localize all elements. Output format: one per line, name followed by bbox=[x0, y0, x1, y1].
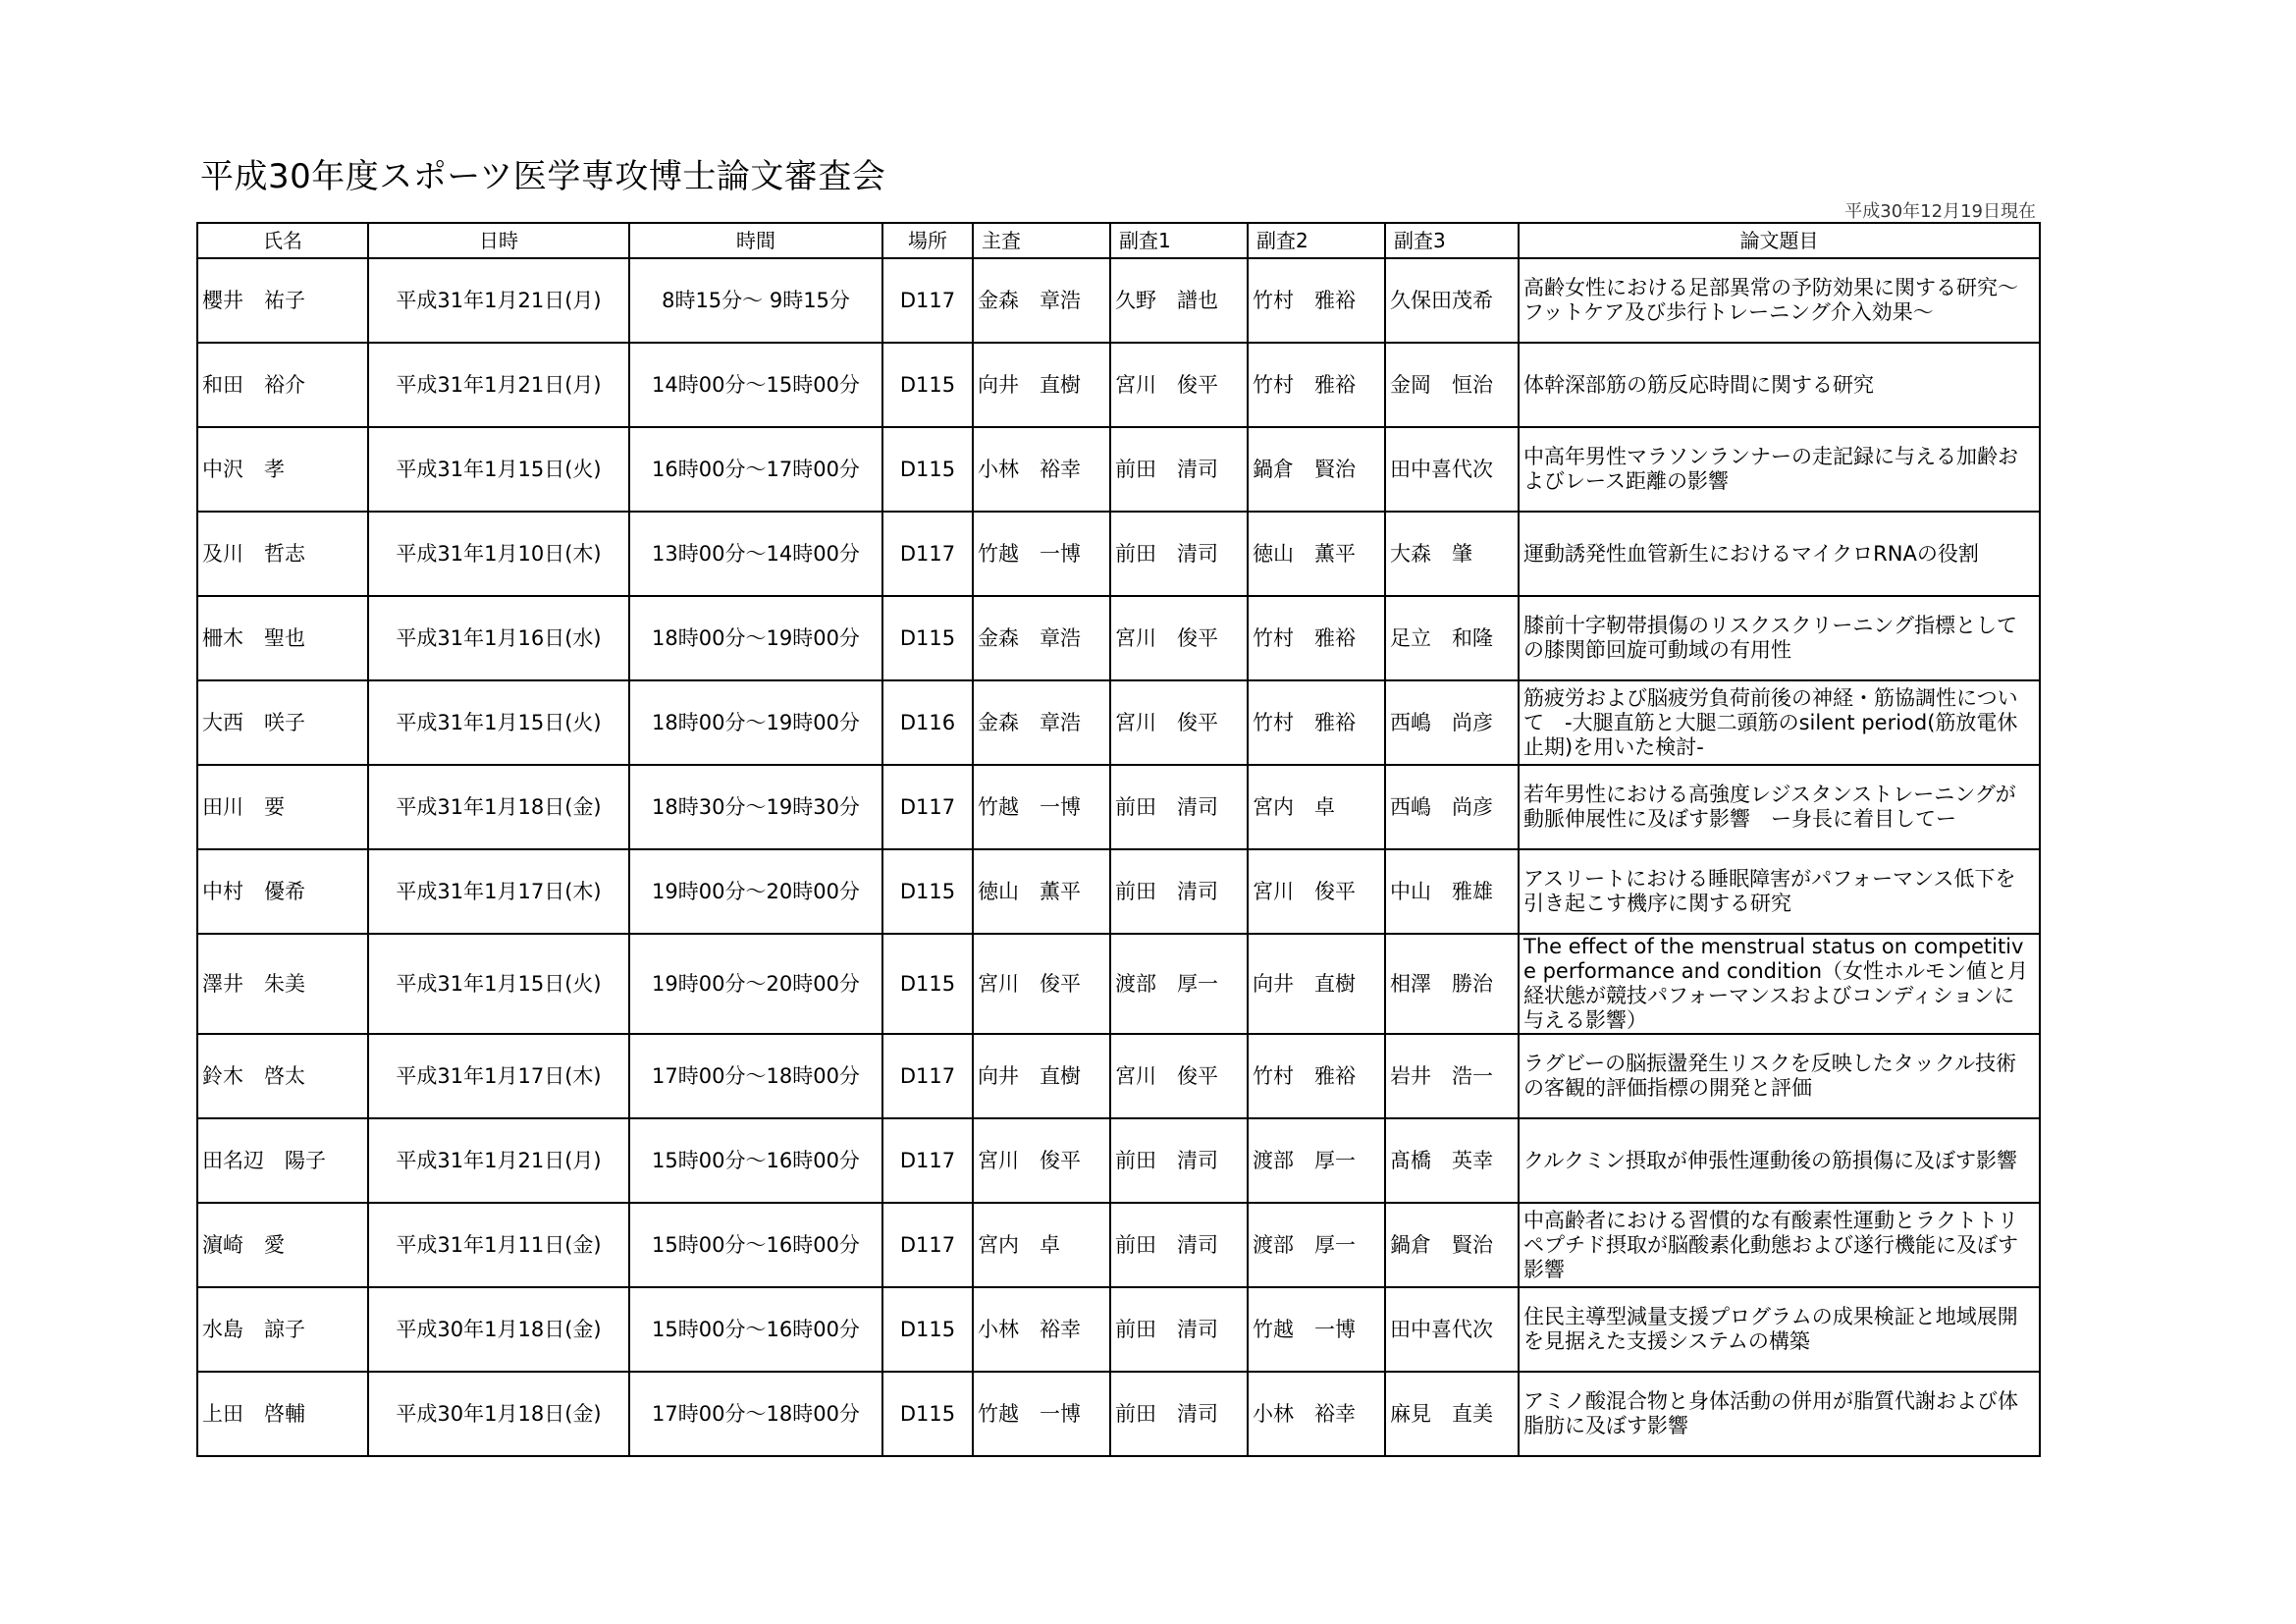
table-body bbox=[197, 258, 2040, 1456]
thesis-title: 運動誘発性血管新生におけるマイクロRNAの役割 bbox=[1519, 512, 2040, 596]
sub-examiner-3: 中山 雅雄 bbox=[1385, 849, 1519, 934]
main-examiner: 竹越 一博 bbox=[973, 1372, 1110, 1456]
sub-examiner-2: 宮内 卓 bbox=[1248, 765, 1385, 849]
table-row bbox=[197, 1287, 2040, 1372]
main-examiner: 宮川 俊平 bbox=[973, 1118, 1110, 1203]
sub-examiner-3: 久保田茂希 bbox=[1385, 258, 1519, 343]
sub-examiner-1: 久野 譜也 bbox=[1110, 258, 1248, 343]
table-row bbox=[197, 512, 2040, 596]
thesis-title: アスリートにおける睡眠障害がパフォーマンス低下を引き起こす機序に関する研究 bbox=[1519, 849, 2040, 934]
review-time: 18時00分～19時00分 bbox=[629, 596, 882, 680]
applicant-name: 及川 哲志 bbox=[197, 512, 368, 596]
table-row bbox=[197, 1118, 2040, 1203]
thesis-title: ラグビーの脳振盪発生リスクを反映したタックル技術の客観的評価指標の開発と評価 bbox=[1519, 1034, 2040, 1118]
thesis-title: 中高年男性マラソンランナーの走記録に与える加齢およびレース距離の影響 bbox=[1519, 427, 2040, 512]
review-time: 17時00分～18時00分 bbox=[629, 1372, 882, 1456]
applicant-name: 中沢 孝 bbox=[197, 427, 368, 512]
main-examiner: 向井 直樹 bbox=[973, 343, 1110, 427]
sub-examiner-3: 岩井 浩一 bbox=[1385, 1034, 1519, 1118]
table-row bbox=[197, 427, 2040, 512]
thesis-title: 若年男性における高強度レジスタンストレーニングが動脈伸展性に及ぼす影響 ー身長に着目してー bbox=[1519, 765, 2040, 849]
sub-examiner-3: 金岡 恒治 bbox=[1385, 343, 1519, 427]
applicant-name: 櫻井 祐子 bbox=[197, 258, 368, 343]
header-time: 時間 bbox=[629, 223, 882, 258]
thesis-title: 中高齢者における習慣的な有酸素性運動とラクトトリペプチド摂取が脳酸素化動態および遂行機能に及ぼす影響 bbox=[1519, 1203, 2040, 1287]
thesis-title: 膝前十字靭帯損傷のリスクスクリーニング指標としての膝関節回旋可動域の有用性 bbox=[1519, 596, 2040, 680]
main-examiner: 竹越 一博 bbox=[973, 765, 1110, 849]
applicant-name: 大西 咲子 bbox=[197, 680, 368, 765]
thesis-title: クルクミン摂取が伸張性運動後の筋損傷に及ぼす影響 bbox=[1519, 1118, 2040, 1203]
review-time: 19時00分～20時00分 bbox=[629, 849, 882, 934]
sub-examiner-3: 髙橋 英幸 bbox=[1385, 1118, 1519, 1203]
applicant-name: 水島 諒子 bbox=[197, 1287, 368, 1372]
sub-examiner-2: 宮川 俊平 bbox=[1248, 849, 1385, 934]
review-time: 15時00分～16時00分 bbox=[629, 1287, 882, 1372]
review-room: D115 bbox=[882, 596, 973, 680]
applicant-name: 中村 優希 bbox=[197, 849, 368, 934]
review-date: 平成31年1月17日(木) bbox=[368, 849, 629, 934]
applicant-name: 田川 要 bbox=[197, 765, 368, 849]
table-row bbox=[197, 1034, 2040, 1118]
header-date: 日時 bbox=[368, 223, 629, 258]
review-date: 平成31年1月21日(月) bbox=[368, 343, 629, 427]
sub-examiner-1: 前田 清司 bbox=[1110, 1118, 1248, 1203]
review-time: 16時00分～17時00分 bbox=[629, 427, 882, 512]
table-row bbox=[197, 258, 2040, 343]
review-schedule-table bbox=[196, 222, 2041, 1457]
sub-examiner-1: 前田 清司 bbox=[1110, 1287, 1248, 1372]
sub-examiner-1: 前田 清司 bbox=[1110, 1203, 1248, 1287]
main-examiner: 向井 直樹 bbox=[973, 1034, 1110, 1118]
review-time: 13時00分～14時00分 bbox=[629, 512, 882, 596]
review-date: 平成31年1月15日(火) bbox=[368, 680, 629, 765]
review-room: D117 bbox=[882, 512, 973, 596]
review-time: 14時00分～15時00分 bbox=[629, 343, 882, 427]
review-date: 平成31年1月16日(水) bbox=[368, 596, 629, 680]
review-date: 平成31年1月15日(火) bbox=[368, 934, 629, 1034]
sub-examiner-1: 前田 清司 bbox=[1110, 765, 1248, 849]
sub-examiner-3: 鍋倉 賢治 bbox=[1385, 1203, 1519, 1287]
review-room: D115 bbox=[882, 849, 973, 934]
sub-examiner-1: 前田 清司 bbox=[1110, 427, 1248, 512]
sub-examiner-2: 小林 裕幸 bbox=[1248, 1372, 1385, 1456]
review-room: D117 bbox=[882, 1203, 973, 1287]
main-examiner: 宮川 俊平 bbox=[973, 934, 1110, 1034]
sub-examiner-3: 西嶋 尚彦 bbox=[1385, 765, 1519, 849]
sub-examiner-2: 竹村 雅裕 bbox=[1248, 343, 1385, 427]
sub-examiner-2: 竹村 雅裕 bbox=[1248, 680, 1385, 765]
review-room: D116 bbox=[882, 680, 973, 765]
main-examiner: 宮内 卓 bbox=[973, 1203, 1110, 1287]
sub-examiner-3: 田中喜代次 bbox=[1385, 427, 1519, 512]
main-examiner: 小林 裕幸 bbox=[973, 427, 1110, 512]
review-date: 平成31年1月18日(金) bbox=[368, 765, 629, 849]
table-row bbox=[197, 1372, 2040, 1456]
header-sub-examiner-1: 副査1 bbox=[1110, 223, 1248, 258]
table-row bbox=[197, 680, 2040, 765]
table-row bbox=[197, 765, 2040, 849]
table-row bbox=[197, 1203, 2040, 1287]
table-row bbox=[197, 934, 2040, 1034]
sub-examiner-2: 竹村 雅裕 bbox=[1248, 1034, 1385, 1118]
review-date: 平成30年1月18日(金) bbox=[368, 1372, 629, 1456]
main-examiner: 竹越 一博 bbox=[973, 512, 1110, 596]
sub-examiner-1: 宮川 俊平 bbox=[1110, 1034, 1248, 1118]
sub-examiner-1: 宮川 俊平 bbox=[1110, 680, 1248, 765]
thesis-title: 筋疲労および脳疲労負荷前後の神経・筋協調性について -大腿直筋と大腿二頭筋のsilent period(筋放電休止期)を用いた検討- bbox=[1519, 680, 2040, 765]
applicant-name: 澤井 朱美 bbox=[197, 934, 368, 1034]
header-name: 氏名 bbox=[197, 223, 368, 258]
page-title: 平成30年度スポーツ医学専攻博士論文審査会 bbox=[200, 157, 886, 196]
main-examiner: 金森 章浩 bbox=[973, 680, 1110, 765]
review-room: D115 bbox=[882, 1372, 973, 1456]
review-date: 平成31年1月17日(木) bbox=[368, 1034, 629, 1118]
sub-examiner-1: 前田 清司 bbox=[1110, 1372, 1248, 1456]
thesis-title: The effect of the menstrual status on competitive performance and condition（女性ホルモン値と月経状態が競技パフォーマンスおよびコンディションに与える影響） bbox=[1519, 934, 2040, 1034]
review-date: 平成31年1月21日(月) bbox=[368, 1118, 629, 1203]
review-time: 18時00分～19時00分 bbox=[629, 680, 882, 765]
sub-examiner-1: 渡部 厚一 bbox=[1110, 934, 1248, 1034]
sub-examiner-2: 鍋倉 賢治 bbox=[1248, 427, 1385, 512]
sub-examiner-3: 大森 肇 bbox=[1385, 512, 1519, 596]
sub-examiner-1: 宮川 俊平 bbox=[1110, 343, 1248, 427]
main-examiner: 金森 章浩 bbox=[973, 258, 1110, 343]
sub-examiner-2: 渡部 厚一 bbox=[1248, 1203, 1385, 1287]
sub-examiner-2: 徳山 薫平 bbox=[1248, 512, 1385, 596]
sub-examiner-1: 前田 清司 bbox=[1110, 512, 1248, 596]
review-date: 平成30年1月18日(金) bbox=[368, 1287, 629, 1372]
sub-examiner-2: 渡部 厚一 bbox=[1248, 1118, 1385, 1203]
review-room: D117 bbox=[882, 258, 973, 343]
review-time: 15時00分～16時00分 bbox=[629, 1118, 882, 1203]
header-room: 場所 bbox=[882, 223, 973, 258]
table-row bbox=[197, 343, 2040, 427]
sub-examiner-2: 竹村 雅裕 bbox=[1248, 596, 1385, 680]
header-thesis-title: 論文題目 bbox=[1519, 223, 2040, 258]
table-row bbox=[197, 596, 2040, 680]
sub-examiner-2: 向井 直樹 bbox=[1248, 934, 1385, 1034]
applicant-name: 上田 啓輔 bbox=[197, 1372, 368, 1456]
review-date: 平成31年1月11日(金) bbox=[368, 1203, 629, 1287]
header-sub-examiner-2: 副査2 bbox=[1248, 223, 1385, 258]
review-room: D117 bbox=[882, 1034, 973, 1118]
review-room: D115 bbox=[882, 427, 973, 512]
review-room: D117 bbox=[882, 1118, 973, 1203]
header-sub-examiner-3: 副査3 bbox=[1385, 223, 1519, 258]
review-time: 19時00分～20時00分 bbox=[629, 934, 882, 1034]
review-room: D115 bbox=[882, 934, 973, 1034]
sub-examiner-3: 田中喜代次 bbox=[1385, 1287, 1519, 1372]
review-time: 17時00分～18時00分 bbox=[629, 1034, 882, 1118]
sub-examiner-1: 宮川 俊平 bbox=[1110, 596, 1248, 680]
thesis-title: 高齢女性における足部異常の予防効果に関する研究～フットケア及び歩行トレーニング介入効果～ bbox=[1519, 258, 2040, 343]
main-examiner: 金森 章浩 bbox=[973, 596, 1110, 680]
sub-examiner-3: 足立 和隆 bbox=[1385, 596, 1519, 680]
thesis-title: アミノ酸混合物と身体活動の併用が脂質代謝および体脂肪に及ぼす影響 bbox=[1519, 1372, 2040, 1456]
header-main-examiner: 主査 bbox=[973, 223, 1110, 258]
thesis-title: 体幹深部筋の筋反応時間に関する研究 bbox=[1519, 343, 2040, 427]
applicant-name: 和田 裕介 bbox=[197, 343, 368, 427]
applicant-name: 濵崎 愛 bbox=[197, 1203, 368, 1287]
sub-examiner-2: 竹村 雅裕 bbox=[1248, 258, 1385, 343]
review-time: 8時15分～ 9時15分 bbox=[629, 258, 882, 343]
review-room: D115 bbox=[882, 1287, 973, 1372]
sub-examiner-2: 竹越 一博 bbox=[1248, 1287, 1385, 1372]
review-time: 18時30分～19時30分 bbox=[629, 765, 882, 849]
review-room: D117 bbox=[882, 765, 973, 849]
review-room: D115 bbox=[882, 343, 973, 427]
applicant-name: 田名辺 陽子 bbox=[197, 1118, 368, 1203]
header-row bbox=[197, 223, 2040, 258]
main-examiner: 小林 裕幸 bbox=[973, 1287, 1110, 1372]
sub-examiner-3: 相澤 勝治 bbox=[1385, 934, 1519, 1034]
sub-examiner-3: 麻見 直美 bbox=[1385, 1372, 1519, 1456]
thesis-title: 住民主導型減量支援プログラムの成果検証と地域展開を見据えた支援システムの構築 bbox=[1519, 1287, 2040, 1372]
main-examiner: 徳山 薫平 bbox=[973, 849, 1110, 934]
review-date: 平成31年1月15日(火) bbox=[368, 427, 629, 512]
table-row bbox=[197, 849, 2040, 934]
review-date: 平成31年1月10日(木) bbox=[368, 512, 629, 596]
sub-examiner-3: 西嶋 尚彦 bbox=[1385, 680, 1519, 765]
sub-examiner-1: 前田 清司 bbox=[1110, 849, 1248, 934]
review-date: 平成31年1月21日(月) bbox=[368, 258, 629, 343]
applicant-name: 鈴木 啓太 bbox=[197, 1034, 368, 1118]
as-of-date: 平成30年12月19日現在 bbox=[1844, 201, 2036, 222]
applicant-name: 柵木 聖也 bbox=[197, 596, 368, 680]
review-time: 15時00分～16時00分 bbox=[629, 1203, 882, 1287]
